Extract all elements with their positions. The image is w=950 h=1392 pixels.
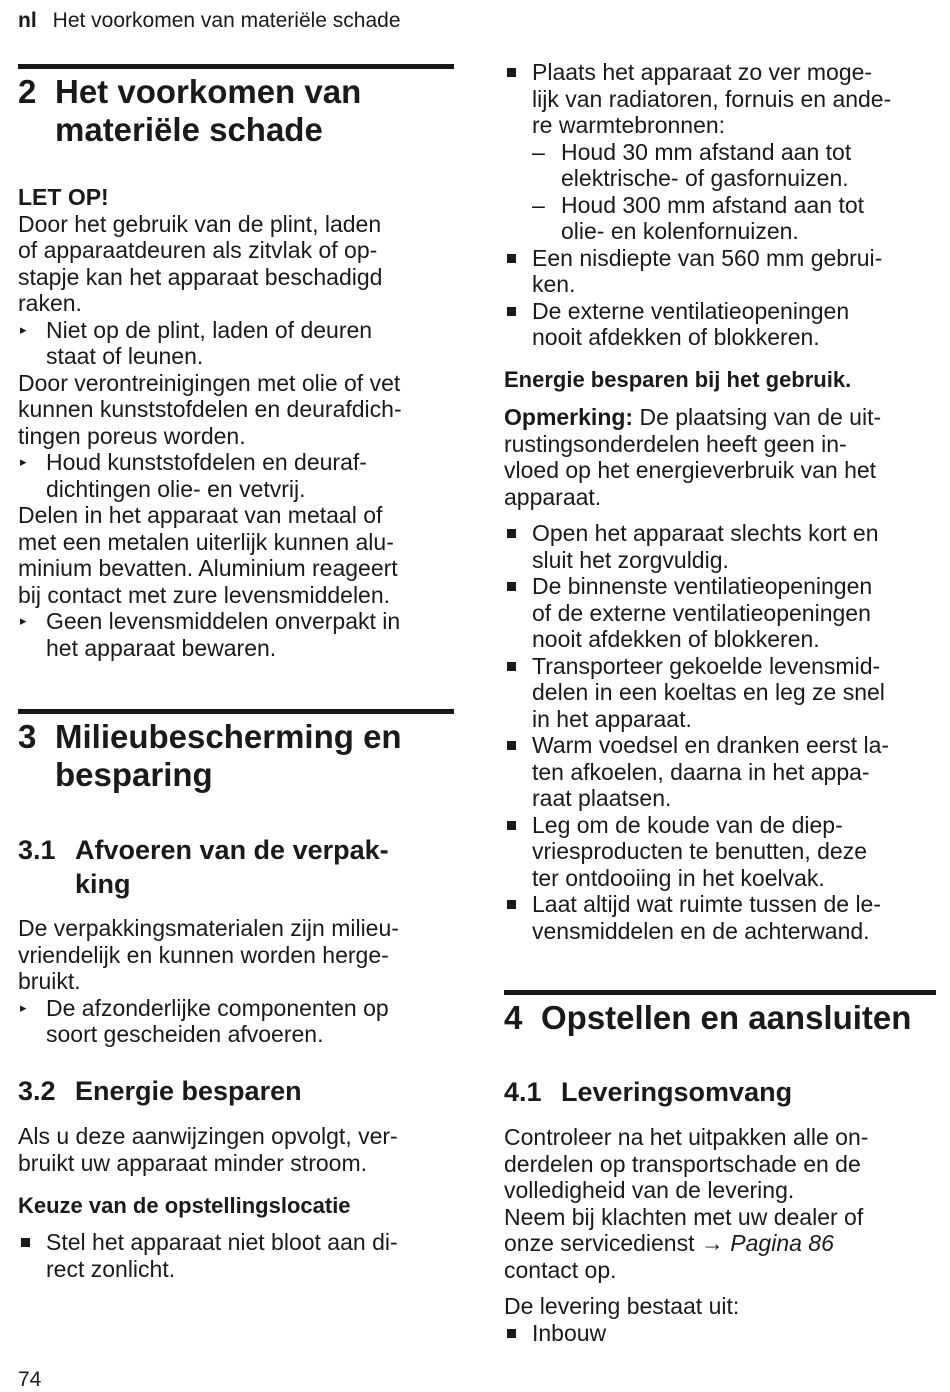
square-bullet-icon [504,732,532,812]
square-bullet-icon [504,653,532,733]
dash-icon: – [532,138,545,165]
arrow-right-icon: → [700,1230,724,1256]
list-item: Transporteer gekoelde levensmid- delen in een koeltas en leg ze snel in het apparaat. [504,653,936,733]
heading-line: Milieubescherming en [55,718,402,755]
list-item: Open het apparaat slechts kort en sluit het zorgvuldig. [504,520,936,573]
header-title: Het voorkomen van materiële schade [52,9,401,32]
text-line: derdelen op transportschade en de [504,1150,861,1177]
caution-label: LET OP! [18,184,109,210]
square-bullet-icon [504,891,532,944]
instruction-step: ▸ Houd kunststofdelen en deuraf- dichtingen olie- en vetvrij. [20,449,367,502]
sub-list-item: – Houd 300 mm afstand aan tot olie- en kolenfornuizen. [532,191,865,244]
square-bullet-icon [504,520,532,573]
subsection-4-1-heading [504,1075,936,1109]
text-line: met een metalen uiterlijk kunnen alu- [18,528,394,555]
section-rule [504,990,936,995]
list-item: Warm voedsel en dranken eerst la- ten afkoelen, daarna in het appa- raat plaatsen. [504,732,936,812]
running-header [18,8,401,34]
heading-line: Afvoeren van de verpak- [75,835,389,865]
text-line: De verpakkingsmaterialen zijn milieu- [18,915,399,941]
text-line: bruikt uw apparaat minder stroom. [18,1149,367,1176]
list-item: Plaats het apparaat zo ver moge- lijk van radiatoren, fornuis en ande- re warmtebronnen: [504,59,936,139]
section-number: 2 [18,73,37,110]
square-bullet-icon [18,1229,46,1282]
note-label: Opmerking: [504,404,634,430]
section-number: 4 [504,999,523,1036]
instruction-step: ▸ De afzonderlijke componenten op soort gescheiden afvoeren. [20,994,389,1047]
text-line: minium bevatten. Aluminium reageert [18,555,398,581]
step-arrow-icon: ▸ [20,321,27,337]
subsection-number: 4.1 [504,1077,542,1107]
step-arrow-icon: ▸ [20,454,27,469]
list-item: Leg om de koude van de diep- vriesproducten te benutten, deze ter ontdooiing in het koelvak. [504,812,936,892]
text-line: volledigheid van de levering. [504,1177,795,1203]
list-item: Laat altijd wat ruimte tussen de le- vensmiddelen en de achterwand. [504,891,936,944]
delivery-block [504,1124,936,1283]
subsection-number: 3.2 [18,1076,56,1106]
step-arrow-icon: ▸ [20,613,27,628]
text-line: apparaat. [504,483,602,510]
dash-icon: – [532,191,545,218]
text-line: Delen in het apparaat van metaal of [18,502,383,528]
text-line: bruikt. [18,968,81,994]
heading-line: king [75,869,131,899]
text-line: onze servicedienst → Pagina 86 [504,1230,834,1256]
section-3-heading [18,718,454,794]
list-item: De externe ventilatieopeningen nooit afdekken of blokkeren. [504,298,936,351]
text-line: vloed op het energieverbruik van het [504,457,877,483]
text-line: rustingsonderdelen heeft geen in- [504,430,847,457]
heading-line: besparing [55,756,213,793]
text-line: Door verontreinigingen met olie of vet [18,369,401,396]
list-item: Een nisdiepte van 560 mm gebrui- ken. [504,245,936,298]
text-line: tingen poreus worden. [18,422,246,449]
heading-line: Het voorkomen van [55,73,362,110]
text-line: Controleer na het uitpakken alle on- [504,1124,869,1150]
square-bullet-icon [504,245,532,298]
heading-line: materiële schade [55,111,323,148]
subsection-number: 3.1 [18,835,56,865]
caution-block [18,184,454,661]
heading-line: Leveringsomvang [561,1077,793,1107]
text-line: stapje kan het apparaat beschadigd [18,263,383,290]
text-line: raken. [18,290,82,316]
sub-list-item: – Houd 30 mm afstand aan tot elektrische- of gasfornuizen. [532,138,852,191]
section-4-heading [504,999,936,1037]
packaging-block [18,915,454,1048]
list-item: Inbouw [504,1320,936,1347]
section-rule [18,64,454,69]
text-line: Als u deze aanwijzingen opvolgt, ver- [18,1123,398,1149]
text-line: of apparaatdeuren als zitvlak of op- [18,237,378,263]
location-bullets-left [18,1229,454,1282]
page-number: 74 [18,1368,42,1391]
subsection-3-2-heading [18,1074,454,1108]
list-item: Stel het apparaat niet bloot aan di- rect zonlicht. [18,1229,454,1282]
delivery-contents [504,1293,936,1346]
location-heading: Keuze van de opstellingslocatie [18,1193,351,1218]
heading-line: Energie besparen [75,1076,302,1106]
energy-intro [18,1123,454,1176]
text-line: De plaatsing van de uit- [633,404,882,430]
energy-use-bullets [504,520,936,944]
text-line: contact op. [504,1256,617,1283]
square-bullet-icon [504,298,532,351]
text-line: bij contact met zure levensmiddelen. [18,581,391,608]
square-bullet-icon [504,59,532,139]
heading-line: Opstellen en aansluiten [541,999,912,1036]
location-bullets-right [504,59,936,351]
text-line: Door het gebruik van de plint, laden [18,210,382,237]
square-bullet-icon [504,1320,532,1347]
section-rule [18,709,454,714]
section-number: 3 [18,718,37,755]
section-2-heading [18,73,454,149]
energy-use-heading: Energie besparen bij het gebruik. [504,367,852,392]
instruction-step: ▸ Geen levensmiddelen onverpakt in het apparaat bewaren. [20,608,401,661]
text-line: De levering bestaat uit: [504,1293,740,1319]
instruction-step: ▸ Niet op de plint, laden of deuren staat of leunen. [20,316,373,369]
page-reference-link[interactable]: Pagina 86 [723,1230,834,1256]
text-line: Neem bij klachten met uw dealer of [504,1203,864,1230]
language-code: nl [18,9,37,32]
text-line: kunnen kunststofdelen en deurafdich- [18,396,402,422]
square-bullet-icon [504,573,532,653]
list-item: De binnenste ventilatieopeningen of de externe ventilatieopeningen nooit afdekken of blokkeren. [504,573,936,653]
step-arrow-icon: ▸ [20,999,27,1015]
subsection-3-1-heading [18,833,454,901]
text-line: vriendelijk en kunnen worden herge- [18,941,389,968]
square-bullet-icon [504,812,532,892]
note-block [504,404,936,510]
